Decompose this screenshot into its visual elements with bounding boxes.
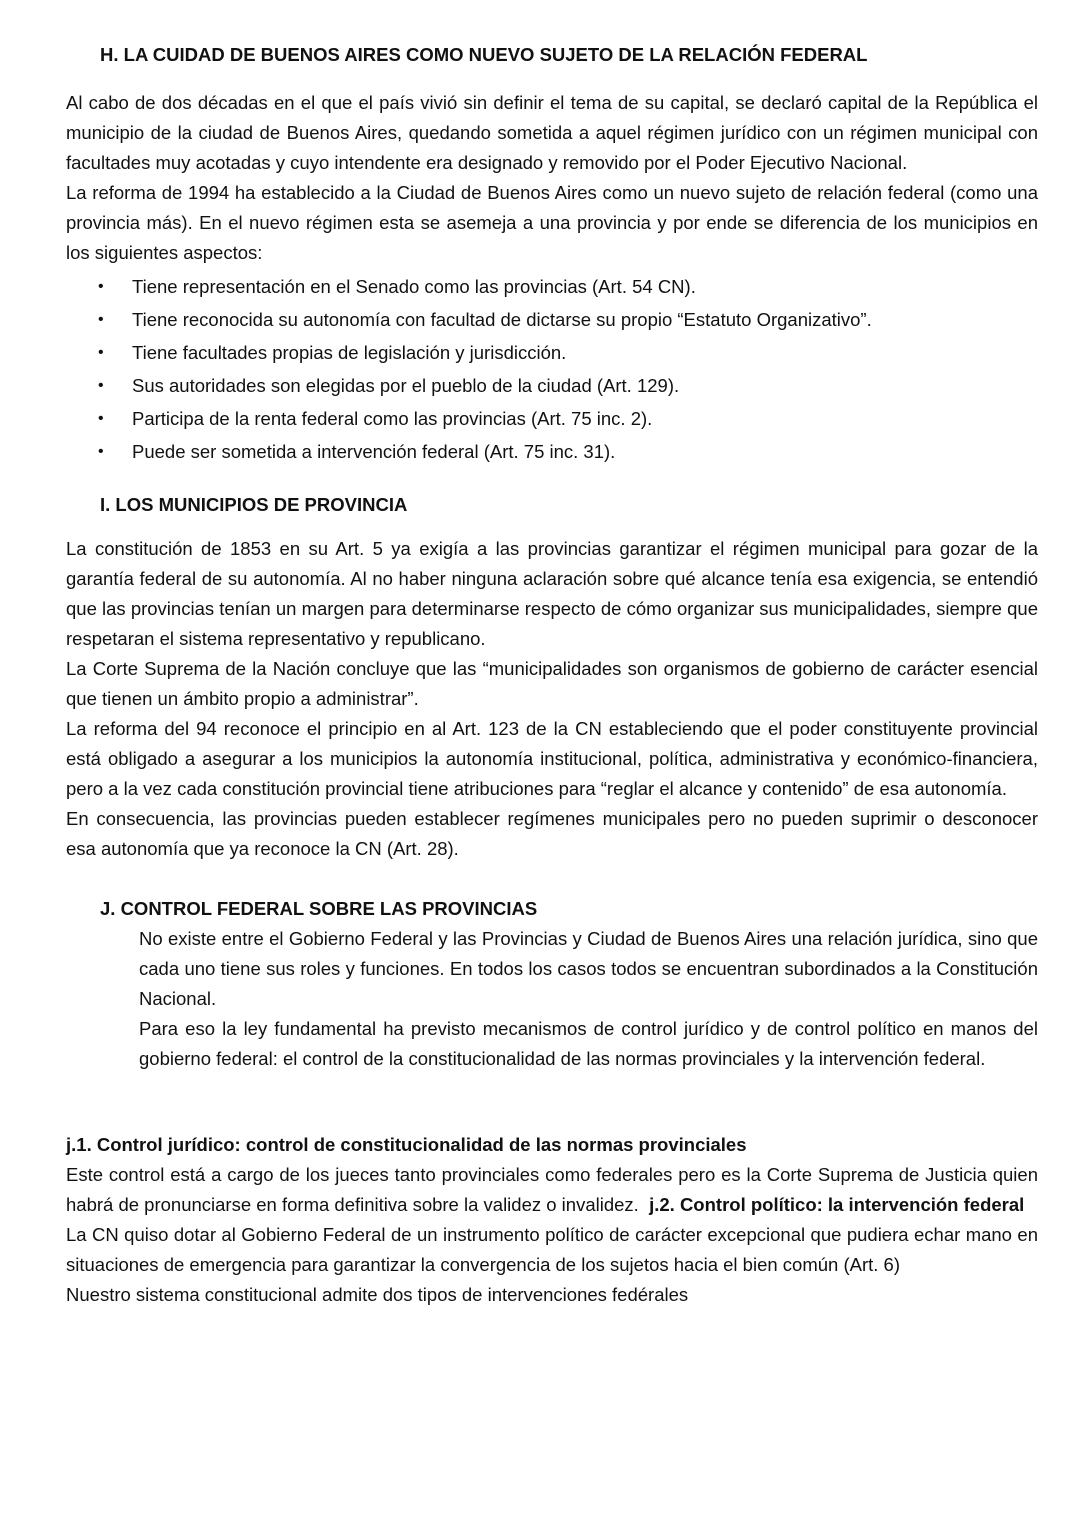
paragraph-text: Este control está a cargo de los jueces tanto provinciales como federales pero es la Corte Suprema de Justicia quien habrá de pronunciarse en forma definitiva sobre la validez o invalidez. [66,1164,1038,1215]
paragraph: Nuestro sistema constitucional admite dos tipos de intervenciones fedérales [66,1284,689,1305]
paragraph: No existe entre el Gobierno Federal y las Provincias y Ciudad de Buenos Aires una relación jurídica, sino que cada uno tiene sus roles y funciones. En todos los casos todos se encuentran subordinados a la Constitución Nacional. [139,928,1038,1009]
paragraph: La Corte Suprema de la Nación concluye que las “municipalidades son organismos de gobierno de carácter esencial que tienen un ámbito propio a administrar”. [66,658,1038,709]
list-item [66,435,1038,468]
section-j1-heading: j.1. Control jurídico: control de constitucionalidad de las normas provinciales [66,1134,747,1155]
paragraph: La CN quiso dotar al Gobierno Federal de un instrumento político de carácter excepcional que pudiera echar mano en situaciones de emergencia para garantizar la convergencia de los sujetos hacia el bien común (Art. 6) [66,1224,1038,1275]
list-item [66,270,1038,303]
paragraph: La reforma del 94 reconoce el principio en al Art. 123 de la CN estableciendo que el poder constituyente provincial está obligado a asegurar a los municipios la autonomía institucional, política, administrativa y económico-financiera, pero a la vez cada constitución provincial tiene atribuciones para “reglar el alcance y contenido” de esa autonomía. [66,718,1038,799]
list-item-text: Puede ser sometida a intervención federal (Art. 75 inc. 31). [132,441,616,462]
list-item-text: Participa de la renta federal como las provincias (Art. 75 inc. 2). [132,408,653,429]
paragraph [66,1160,1038,1220]
section-i [66,490,1038,864]
list-item-text: Tiene facultades propias de legislación y jurisdicción. [132,342,567,363]
bullet-icon: • [98,311,104,328]
section-i-heading: I. LOS MUNICIPIOS DE PROVINCIA [100,494,408,515]
paragraph: Para eso la ley fundamental ha previsto mecanismos de control jurídico y de control político en manos del gobierno federal: el control de la constitucionalidad de las normas provinciales y la intervención federal. [139,1018,1038,1069]
paragraph: La constitución de 1853 en su Art. 5 ya exigía a las provincias garantizar el régimen municipal para gozar de la garantía federal de su autonomía. Al no haber ninguna aclaración sobre qué alcance tenía esa exigencia, se entendió que las provincias tenían un margen para determinarse respecto de cómo organizar sus municipalidades, siempre que respetaran el sistema representativo y republicano. [66,538,1038,649]
list-item-text: Tiene reconocida su autonomía con facultad de dictarse su propio “Estatuto Organizativo”. [132,309,872,330]
section-h [66,40,1038,468]
list-item-text: Sus autoridades son elegidas por el pueblo de la ciudad (Art. 129). [132,375,680,396]
section-j2-heading: j.2. Control político: la intervención federal [649,1194,1025,1215]
paragraph: La reforma de 1994 ha establecido a la Ciudad de Buenos Aires como un nuevo sujeto de relación federal (como una provincia más). En el nuevo régimen esta se asemeja a una provincia y por ende se diferencia de los municipios en los siguientes aspectos: [66,182,1038,263]
list-item [66,336,1038,369]
bullet-icon: • [98,344,104,361]
bullet-icon: • [98,410,104,427]
bullet-icon: • [98,278,104,295]
section-j [66,894,1038,1074]
section-j1 [66,1130,1038,1310]
list-item [66,369,1038,402]
section-j-body [139,924,1038,1074]
paragraph: En consecuencia, las provincias pueden establecer regímenes municipales pero no pueden suprimir o desconocer esa autonomía que ya reconoce la CN (Art. 28). [66,808,1038,859]
aspects-list [66,270,1038,468]
list-item [66,303,1038,336]
list-item [66,402,1038,435]
section-h-heading: H. LA CUIDAD DE BUENOS AIRES COMO NUEVO SUJETO DE LA RELACIÓN FEDERAL [100,44,868,65]
list-item-text: Tiene representación en el Senado como las provincias (Art. 54 CN). [132,276,696,297]
bullet-icon: • [98,377,104,394]
bullet-icon: • [98,443,104,460]
section-j-heading: J. CONTROL FEDERAL SOBRE LAS PROVINCIAS [100,898,538,919]
paragraph: Al cabo de dos décadas en el que el país vivió sin definir el tema de su capital, se declaró capital de la República el municipio de la ciudad de Buenos Aires, quedando sometida a aquel régimen jurídico con un régimen municipal con facultades muy acotadas y cuyo intendente era designado y removido por el Poder Ejecutivo Nacional. [66,92,1038,173]
